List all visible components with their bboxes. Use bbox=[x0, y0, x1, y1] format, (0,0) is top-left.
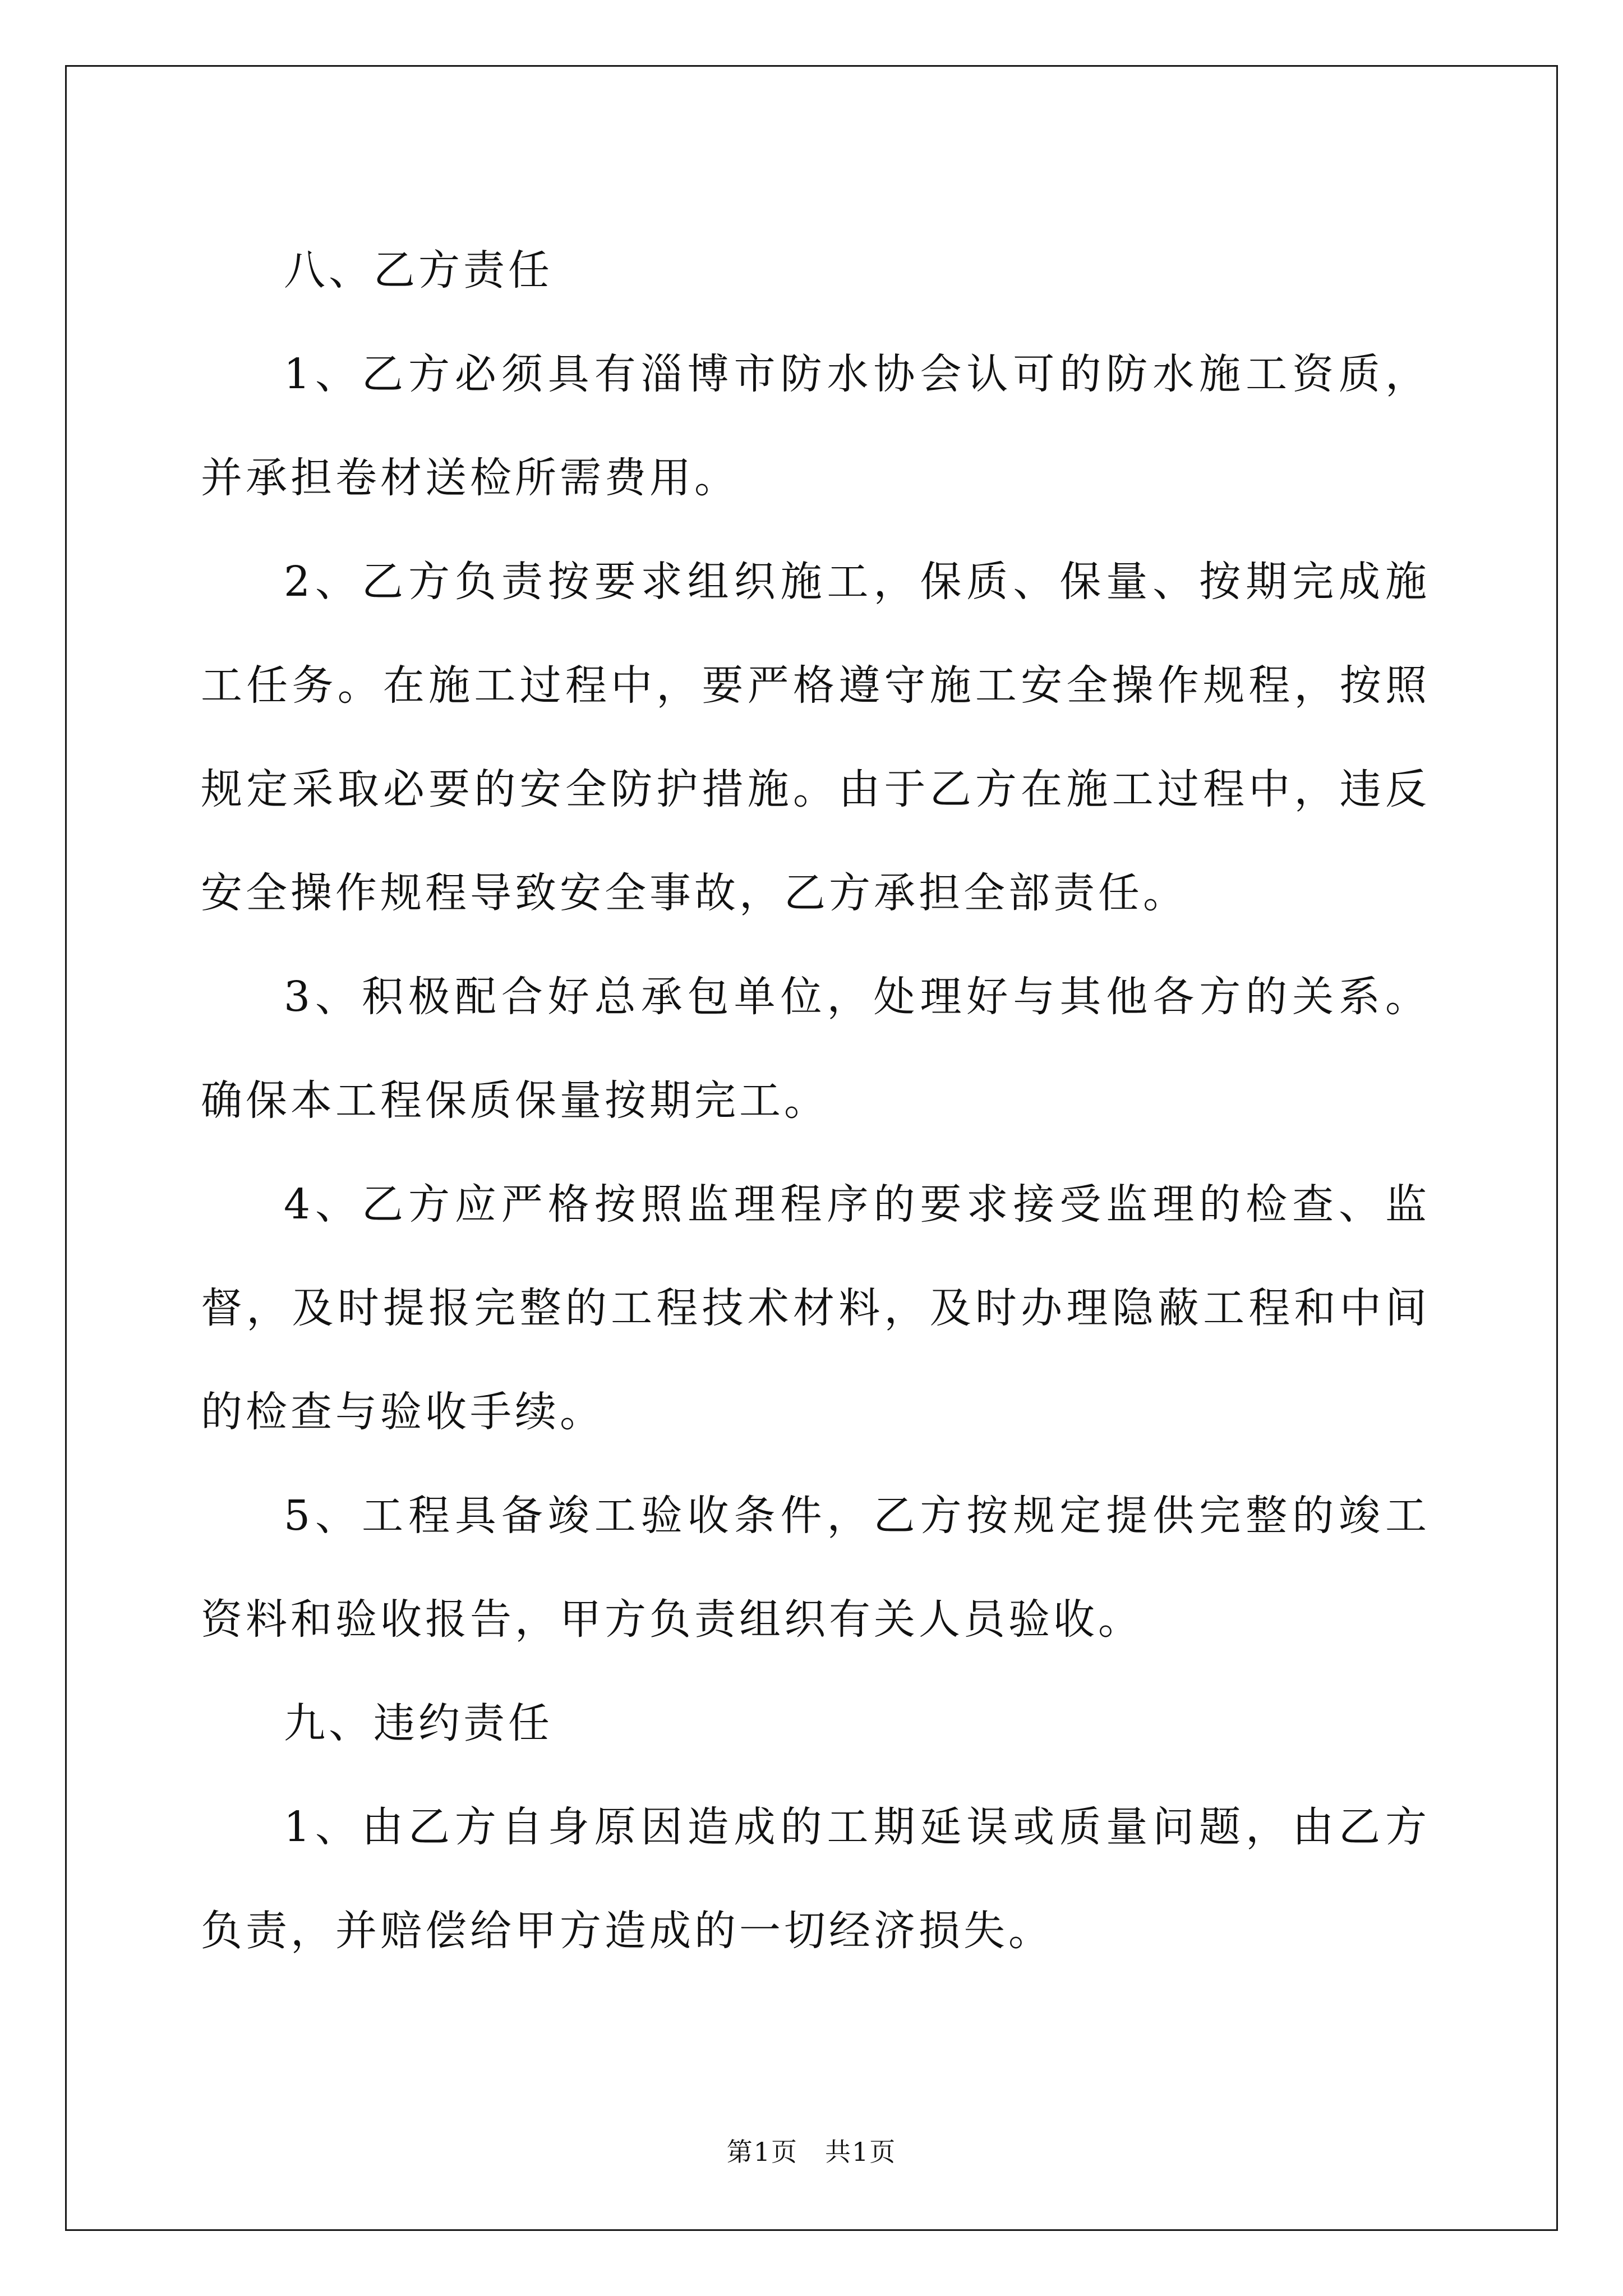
paragraph-8-5: 5、工程具备竣工验收条件，乙方按规定提供完整的竣工资料和验收报告，甲方负责组织有关人员验收。 bbox=[201, 1492, 1430, 1644]
section-heading-8: 八、乙方责任 bbox=[284, 246, 553, 295]
section-heading-9: 九、违约责任 bbox=[284, 1699, 553, 1747]
page-number-footer: 第1页 共1页 bbox=[726, 2137, 897, 2167]
paragraph-8-4: 4、乙方应严格按照监理程序的要求接受监理的检查、监督，及时提报完整的工程技术材料，及时办理隐蔽工程和中间的检查与验收手续。 bbox=[201, 1180, 1430, 1436]
document-body bbox=[201, 219, 1430, 1983]
paragraph-8-2: 2、乙方负责按要求组织施工，保质、保量、按期完成施工任务。在施工过程中，要严格遵守施工安全操作规程，按照规定采取必要的安全防护措施。由于乙方在施工过程中，违反安全操作规程导致安全事故，乙方承担全部责任。 bbox=[201, 558, 1430, 917]
paragraph-8-1: 1、乙方必须具有淄博市防水协会认可的防水施工资质，并承担卷材送检所需费用。 bbox=[201, 350, 1430, 502]
paragraph-8-3: 3、积极配合好总承包单位，处理好与其他各方的关系。确保本工程保质保量按期完工。 bbox=[201, 973, 1430, 1125]
paragraph-9-1: 1、由乙方自身原因造成的工期延误或质量问题，由乙方负责，并赔偿给甲方造成的一切经济损失。 bbox=[201, 1803, 1430, 1955]
